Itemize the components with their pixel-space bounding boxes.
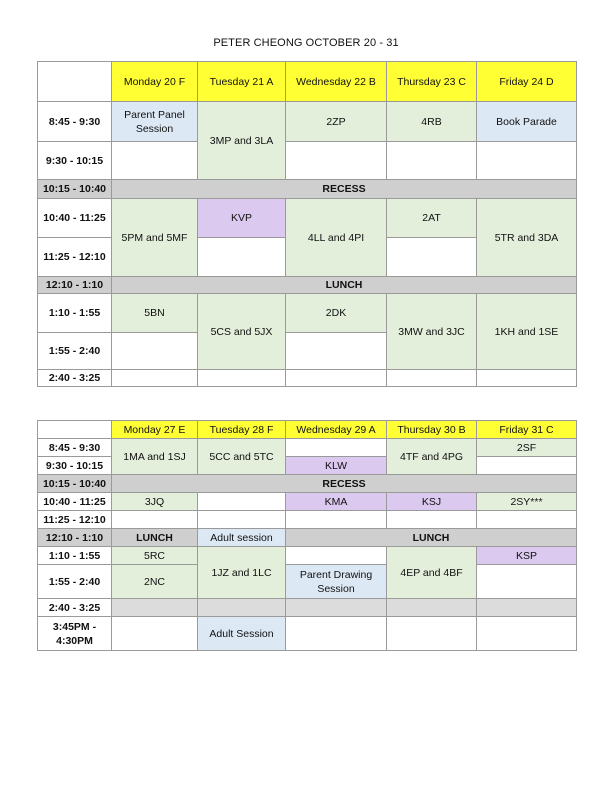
time-cell: 11:25 - 12:10 (38, 238, 112, 277)
empty-cell (477, 565, 577, 599)
schedule-cell: 2SF (477, 439, 577, 457)
table-row (38, 370, 577, 387)
time-cell: 1:55 - 2:40 (38, 333, 112, 370)
schedule-cell: 2DK (286, 294, 387, 333)
empty-cell (387, 617, 477, 651)
schedule-cell: 5PM and 5MF (112, 199, 198, 277)
day-header: Thursday 30 B (387, 421, 477, 439)
header-row (38, 421, 577, 439)
schedule-cell: 1JZ and 1LC (198, 547, 286, 599)
empty-cell (198, 493, 286, 511)
empty-cell (477, 511, 577, 529)
schedule-cell: 5BN (112, 294, 198, 333)
empty-cell (286, 617, 387, 651)
empty-cell (198, 511, 286, 529)
empty-cell (112, 370, 198, 387)
lunch-row (38, 277, 577, 294)
table-row (38, 199, 577, 238)
schedule-cell: Adult Session (198, 617, 286, 651)
empty-cell (112, 511, 198, 529)
table-row (38, 294, 577, 333)
schedule-table-week2 (37, 420, 577, 651)
table-row (38, 102, 577, 142)
table-row (38, 547, 577, 565)
schedule-cell: KLW (286, 457, 387, 475)
empty-cell (477, 617, 577, 651)
time-cell: 1:10 - 1:55 (38, 294, 112, 333)
empty-cell (286, 333, 387, 370)
schedule-cell: Parent Panel Session (112, 102, 198, 142)
day-header: Friday 31 C (477, 421, 577, 439)
recess-row (38, 475, 577, 493)
empty-cell (477, 599, 577, 617)
recess-row (38, 180, 577, 199)
time-cell: 11:25 - 12:10 (38, 511, 112, 529)
day-header: Friday 24 D (477, 62, 577, 102)
schedule-cell: 5CS and 5JX (198, 294, 286, 370)
empty-cell (112, 617, 198, 651)
table-row (38, 617, 577, 651)
recess-band: RECESS (112, 475, 577, 493)
schedule-cell: 4LL and 4PI (286, 199, 387, 277)
schedule-cell: 5RC (112, 547, 198, 565)
empty-cell (198, 370, 286, 387)
empty-cell (387, 142, 477, 180)
schedule-cell: 4EP and 4BF (387, 547, 477, 599)
table-row (38, 599, 577, 617)
day-header: Monday 27 E (112, 421, 198, 439)
empty-cell (477, 457, 577, 475)
day-header: Wednesday 29 A (286, 421, 387, 439)
time-cell: 10:40 - 11:25 (38, 493, 112, 511)
empty-cell (198, 238, 286, 277)
header-row (38, 62, 577, 102)
schedule-cell: 2AT (387, 199, 477, 238)
empty-cell (387, 599, 477, 617)
time-cell: 10:15 - 10:40 (38, 180, 112, 199)
schedule-cell: Adult session (198, 529, 286, 547)
schedule-cell: 5TR and 3DA (477, 199, 577, 277)
schedule-cell: 4TF and 4PG (387, 439, 477, 475)
time-cell: 9:30 - 10:15 (38, 142, 112, 180)
time-cell: 1:10 - 1:55 (38, 547, 112, 565)
time-cell: 8:45 - 9:30 (38, 439, 112, 457)
empty-cell (198, 599, 286, 617)
table-row (38, 565, 577, 599)
schedule-cell: KMA (286, 493, 387, 511)
lunch-row (38, 529, 577, 547)
empty-cell (387, 511, 477, 529)
empty-cell (112, 333, 198, 370)
schedule-cell: 3MP and 3LA (198, 102, 286, 180)
lunch-band: LUNCH (112, 277, 577, 294)
day-header: Wednesday 22 B (286, 62, 387, 102)
empty-cell (286, 511, 387, 529)
empty-cell (286, 599, 387, 617)
table-row (38, 493, 577, 511)
day-header: Tuesday 21 A (198, 62, 286, 102)
schedule-cell: 5CC and 5TC (198, 439, 286, 475)
day-header: Monday 20 F (112, 62, 198, 102)
page-title: PETER CHEONG OCTOBER 20 - 31 (213, 37, 399, 49)
time-cell: 1:55 - 2:40 (38, 565, 112, 599)
schedule-table-week1 (37, 61, 577, 387)
corner-cell (38, 62, 112, 102)
empty-cell (112, 142, 198, 180)
schedule-cell: 2SY*** (477, 493, 577, 511)
empty-cell (477, 370, 577, 387)
schedule-cell: Book Parade (477, 102, 577, 142)
empty-cell (112, 599, 198, 617)
time-cell: 10:15 - 10:40 (38, 475, 112, 493)
schedule-cell: 4RB (387, 102, 477, 142)
time-cell: 3:45PM - 4:30PM (38, 617, 112, 651)
time-cell: 9:30 - 10:15 (38, 457, 112, 475)
empty-cell (286, 142, 387, 180)
empty-cell (477, 142, 577, 180)
empty-cell (387, 238, 477, 277)
lunch-band: LUNCH (112, 529, 198, 547)
schedule-cell: 3JQ (112, 493, 198, 511)
schedule-cell: 2ZP (286, 102, 387, 142)
corner-cell (38, 421, 112, 439)
schedule-cell: Parent Drawing Session (286, 565, 387, 599)
schedule-cell: KVP (198, 199, 286, 238)
table-row (38, 142, 577, 180)
recess-band: RECESS (112, 180, 577, 199)
time-cell: 12:10 - 1:10 (38, 529, 112, 547)
table-row (38, 511, 577, 529)
lunch-band: LUNCH (286, 529, 577, 547)
schedule-cell: KSP (477, 547, 577, 565)
day-header: Thursday 23 C (387, 62, 477, 102)
schedule-cell: 3MW and 3JC (387, 294, 477, 370)
time-cell: 12:10 - 1:10 (38, 277, 112, 294)
time-cell: 10:40 - 11:25 (38, 199, 112, 238)
schedule-cell: 1KH and 1SE (477, 294, 577, 370)
empty-cell (387, 370, 477, 387)
schedule-cell: KSJ (387, 493, 477, 511)
empty-cell (286, 370, 387, 387)
schedule-cell: 1MA and 1SJ (112, 439, 198, 475)
empty-cell (286, 547, 387, 565)
time-cell: 8:45 - 9:30 (38, 102, 112, 142)
schedule-cell: 2NC (112, 565, 198, 599)
empty-cell (286, 439, 387, 457)
table-row (38, 439, 577, 457)
time-cell: 2:40 - 3:25 (38, 370, 112, 387)
time-cell: 2:40 - 3:25 (38, 599, 112, 617)
day-header: Tuesday 28 F (198, 421, 286, 439)
